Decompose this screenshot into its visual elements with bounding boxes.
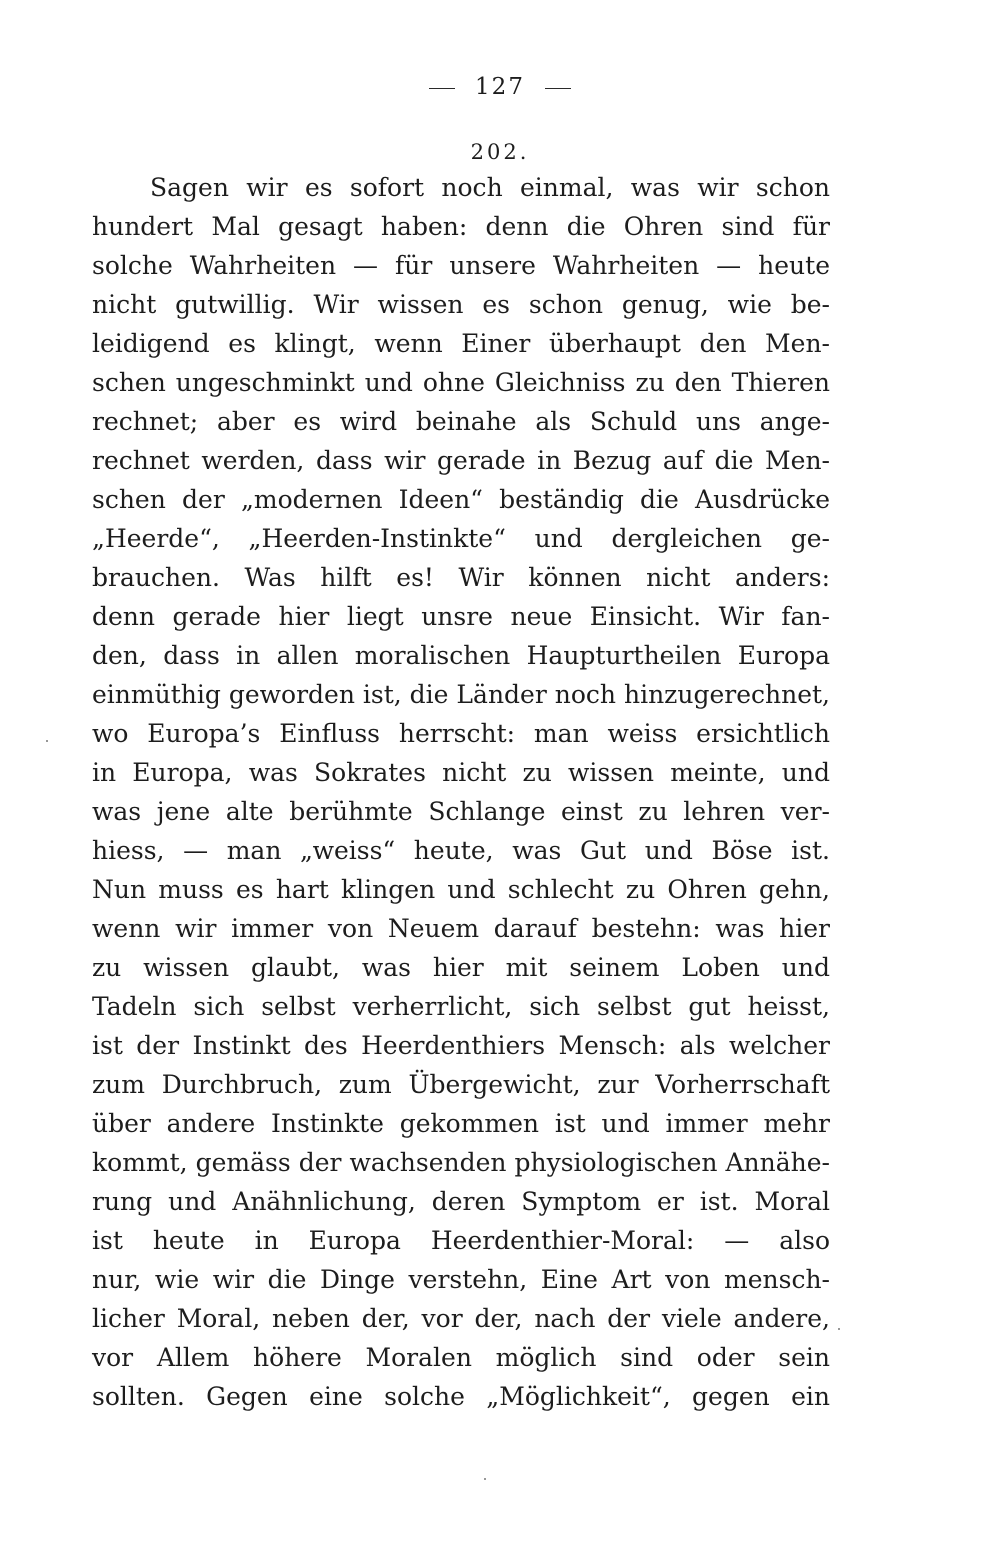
page-header <box>0 74 1000 100</box>
text-line: zu wissen glaubt, was hier mit seinem Loben und <box>92 953 830 982</box>
text-line: einmüthig geworden ist, die Länder noch hinzugerechnet, <box>92 680 830 709</box>
text-line: in Europa, was Sokrates nicht zu wissen meinte, und <box>92 758 830 787</box>
text-line: „Heerde“, „Heerden-Instinkte“ und dergleichen ge- <box>92 524 830 553</box>
text-line: hiess, — man „weiss“ heute, was Gut und Böse ist. <box>92 836 830 865</box>
header-dash-left <box>429 88 455 89</box>
text-line: vor Allem höhere Moralen möglich sind oder sein <box>92 1343 830 1372</box>
text-line: rechnet werden, dass wir gerade in Bezug auf die Men- <box>92 446 830 475</box>
scan-speck <box>46 740 48 742</box>
text-line: denn gerade hier liegt unsre neue Einsicht. Wir fan- <box>92 602 830 631</box>
body-text <box>92 168 830 1416</box>
text-line: hundert Mal gesagt haben: denn die Ohren sind für <box>92 212 830 241</box>
text-line: Sagen wir es sofort noch einmal, was wir schon <box>150 173 830 202</box>
text-line: schen ungeschminkt und ohne Gleichniss zu den Thieren <box>92 368 830 397</box>
header-dash-right <box>545 88 571 89</box>
text-line: wo Europa’s Einfluss herrscht: man weiss ersichtlich <box>92 719 830 748</box>
text-line: Tadeln sich selbst verherrlicht, sich selbst gut heisst, <box>92 992 830 1021</box>
text-line: ist heute in Europa Heerdenthier-Moral: — also <box>92 1226 830 1255</box>
text-line: licher Moral, neben der, vor der, nach der viele andere, <box>92 1304 830 1333</box>
text-line: Nun muss es hart klingen und schlecht zu Ohren gehn, <box>92 875 830 904</box>
scan-speck <box>838 1328 840 1330</box>
text-line: solche Wahrheiten — für unsere Wahrheiten — heute <box>92 251 830 280</box>
page-number: 127 <box>475 74 525 100</box>
text-line: brauchen. Was hilft es! Wir können nicht anders: <box>92 563 830 592</box>
text-line: was jene alte berühmte Schlange einst zu lehren ver- <box>92 797 830 826</box>
text-line: rung und Anähnlichung, deren Symptom er ist. Moral <box>92 1187 830 1216</box>
text-line: rechnet; aber es wird beinahe als Schuld uns ange- <box>92 407 830 436</box>
scan-speck <box>484 1478 486 1480</box>
text-line: sollten. Gegen eine solche „Möglichkeit“, gegen ein <box>92 1382 830 1411</box>
text-line: ist der Instinkt des Heerdenthiers Mensch: als welcher <box>92 1031 830 1060</box>
section-number: 202. <box>470 140 530 164</box>
text-line: schen der „modernen Ideen“ beständig die Ausdrücke <box>92 485 830 514</box>
text-line: nur, wie wir die Dinge verstehn, Eine Art von mensch- <box>92 1265 830 1294</box>
text-line: zum Durchbruch, zum Übergewicht, zur Vorherrschaft <box>92 1070 830 1099</box>
text-line: über andere Instinkte gekommen ist und immer mehr <box>92 1109 830 1138</box>
text-line: nicht gutwillig. Wir wissen es schon genug, wie be- <box>92 290 830 319</box>
text-line: wenn wir immer von Neuem darauf bestehn: was hier <box>92 914 830 943</box>
text-line: den, dass in allen moralischen Haupturtheilen Europa <box>92 641 830 670</box>
text-line: kommt, gemäss der wachsenden physiologischen Annähe- <box>92 1148 830 1177</box>
text-line: leidigend es klingt, wenn Einer überhaupt den Men- <box>92 329 830 358</box>
